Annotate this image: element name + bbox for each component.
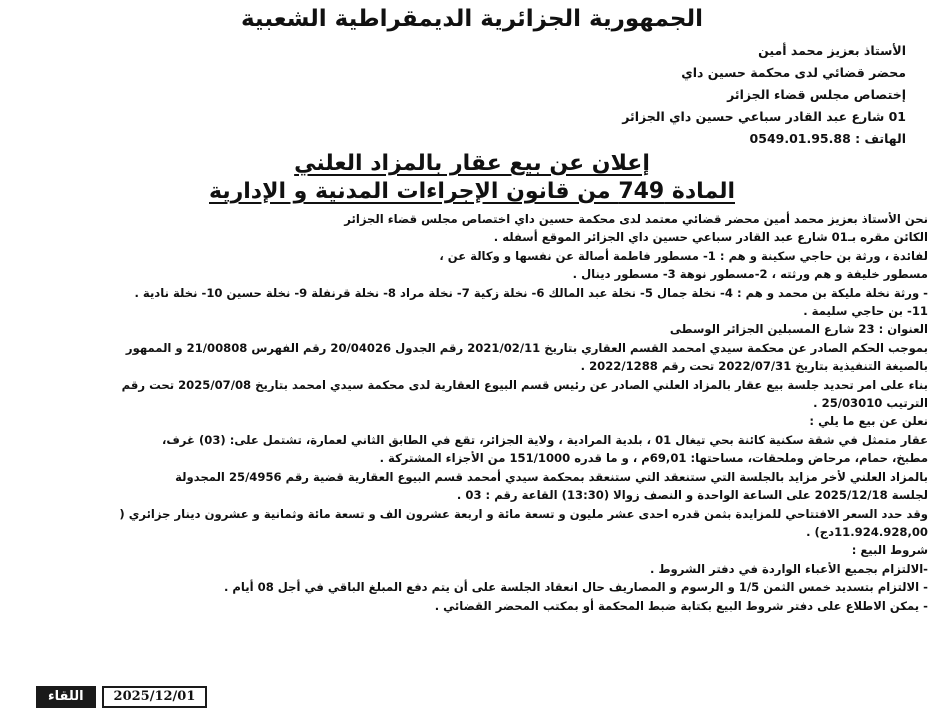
page-title: الجمهورية الجزائرية الديمقراطية الشعبية bbox=[240, 6, 704, 32]
bailiff-address: 01 شارع عبد القادر سباعي حسين داي الجزائر bbox=[622, 109, 906, 124]
body-line: بالمزاد العلني لأخر مزايد بالجلسة التي ستنعقد التي ستنعقد بمحكمة سيدي أمحمد قسم البيوع العقارية قضية رقم 25/4956 المجدولة bbox=[175, 469, 928, 484]
body-line: - الالتزام بتسديد خمس الثمن 1/5 و الرسوم و المصاريف حال انعقاد الجلسة على أن يتم دفع المبلغ الباقي في أجل 08 أيام . bbox=[223, 580, 928, 595]
body-line: - يمكن الاطلاع على دفتر شروط البيع بكتابة ضبط المحكمة أو بمكتب المحضر القضائي . bbox=[434, 598, 928, 613]
body-line: بناء على امر تحديد جلسة بيع عقار بالمزاد العلني الصادر عن رئيس قسم البيوع العقارية لدى محكمة سيدي امحمد بتاريخ 2025/07/08 تحت رقم bbox=[121, 377, 928, 392]
publication-date: 2025/12/01 bbox=[102, 686, 208, 708]
body-line: مسطور خليفة و هم ورثته ، 2-مسطور نوهة 3- مسطور دينال . bbox=[572, 267, 928, 282]
body-line: وقد حدد السعر الافتتاحي للمزايدة بثمن قدره احدى عشر مليون و تسعة مائة و اربعة عشرون الف و تسعة مائة وثمانية و عشرون دينار جزائري ( bbox=[119, 506, 928, 521]
body-line: مطبخ، حمام، مرحاض وملحقات، مساحتها: 69,01م ، و ما قدره 151/1000 من الأجزاء المشتركة . bbox=[379, 451, 928, 466]
body-line: شروط البيع : bbox=[851, 543, 928, 558]
notice-body bbox=[16, 210, 928, 615]
body-line: -الالتزام بجميع الأعباء الواردة في دفتر الشروط . bbox=[650, 561, 928, 576]
notice-title bbox=[0, 150, 944, 206]
body-line: بالصيغة التنفيذية بتاريخ 2022/07/31 تحت رقم 2022/1288 . bbox=[580, 359, 928, 374]
bailiff-jurisdiction: إختصاص مجلس قضاء الجزائر bbox=[727, 87, 906, 102]
body-line: 11.924.928,00دج) . bbox=[806, 524, 928, 539]
body-line: العنوان : 23 شارع المسبلين الجزائر الوسطى bbox=[669, 322, 928, 337]
body-line: 11- بن حاجي سليمة . bbox=[803, 304, 928, 319]
notice-title-line2: المادة 749 من قانون الإجراءات المدنية و الإدارية bbox=[209, 179, 735, 204]
bailiff-role: محضر قضائي لدى محكمة حسين داي bbox=[681, 65, 906, 80]
body-line: - ورثة نخلة مليكة بن محمد و هم : 4- نخلة جمال 5- نخلة عبد المالك 6- نخلة زكية 7- نخلة مراد 8- نخلة قرنفلة 9- نخلة حسين 10- نخلة نادية . bbox=[134, 285, 928, 300]
publication-footer bbox=[36, 686, 207, 708]
bailiff-phone: الهاتف : 0549.01.95.88 bbox=[749, 131, 906, 146]
body-line: الكائن مقره بـ01 شارع عبد القادر سباعي حسين داي الجزائر الموقع أسفله . bbox=[493, 230, 928, 245]
body-line: نحن الأستاذ بعزيز محمد أمين محضر قضائي معتمد لدى محكمة حسين داي اختصاص مجلس قضاء الجزائر bbox=[344, 212, 928, 226]
notice-title-line1: إعلان عن بيع عقار بالمزاد العلني bbox=[294, 151, 650, 176]
newspaper-name: اللقاء bbox=[36, 686, 96, 708]
bailiff-info bbox=[576, 40, 906, 150]
body-line: لجلسة 2025/12/18 على الساعة الواحدة و النصف زوالا (13:30) القاعة رقم : 03 . bbox=[456, 488, 928, 503]
body-line: نعلن عن بيع ما يلي : bbox=[809, 414, 928, 429]
body-line: لفائدة ، ورثة بن حاجي سكينة و هم : 1- مسطور فاطمة أصالة عن نفسها و وكالة عن ، bbox=[439, 248, 928, 263]
body-line: الترتيب 25/03010 . bbox=[813, 396, 928, 411]
body-line: عقار متمثل في شقة سكنية كائنة بحي تيغال 01 ، بلدية المرادية ، ولاية الجزائر، تقع في الطابق الثاني لعمارة، تشتمل على: (03) غرف، bbox=[161, 432, 928, 447]
bailiff-name: الأستاذ بعزيز محمد أمين bbox=[758, 43, 906, 58]
body-line: بموجب الحكم الصادر عن محكمة سيدي امحمد القسم العقاري بتاريخ 2021/02/11 رقم الجدول 20/04026 رقم الفهرس 21/00808 و الممهور bbox=[125, 340, 928, 355]
